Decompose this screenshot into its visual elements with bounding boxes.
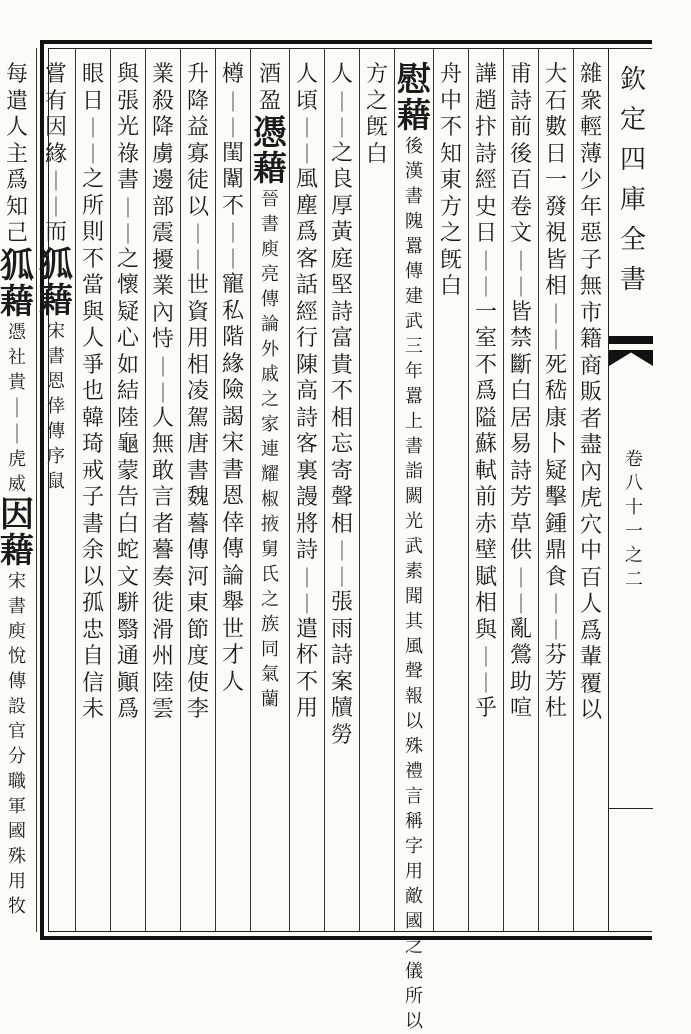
banner-title-char: 定	[619, 105, 646, 135]
body-text: ｜ ｜	[476, 248, 496, 299]
body-text: ｜ ｜	[188, 222, 208, 272]
body-text: 遣 杯 不 用	[295, 616, 318, 721]
body-text: 譁 趙 抃 詩 經 史 日	[474, 62, 497, 246]
headword: 因 藉	[0, 494, 34, 571]
text-column	[324, 48, 359, 932]
body-text: 方 之 旣 白	[365, 62, 388, 167]
text-column	[180, 48, 215, 932]
body-text: ｜ ｜	[223, 89, 243, 140]
text-column	[359, 48, 394, 932]
body-text: 雜 衆 輕 薄 少 年 惡 子 無 市 籍 商 販 者 盡 內 虎 穴 中 百 人 爲 輩 覆 以	[579, 62, 602, 723]
banner-title	[617, 60, 649, 300]
body-text: ｜ ｜	[511, 248, 531, 299]
fish-tail-gap	[609, 344, 653, 350]
block-heart-banner	[608, 48, 653, 932]
body-text: 甫 詩 前 後 百 卷 文	[509, 62, 532, 246]
annotation-text: 虎 威	[8, 448, 26, 495]
body-text: ｜ ｜	[546, 301, 566, 352]
body-text: ｜ ｜	[476, 645, 496, 695]
banner-volume	[621, 448, 647, 592]
body-text: ｜ ｜	[223, 221, 243, 271]
body-text: 樽	[221, 62, 244, 87]
body-text: 舟 中 不 知 東 方 之 旣 白	[439, 62, 462, 299]
fish-tail-mark	[609, 336, 653, 366]
body-text: 眼 日	[81, 62, 104, 114]
body-text: 之 良 厚 黃 庭 堅 詩 富 貴 不 相 忘 寄 聲 相	[330, 140, 353, 537]
text-column	[394, 48, 433, 1032]
banner-title-char: 欽	[619, 65, 646, 95]
body-text: 酒 盈	[258, 62, 281, 114]
body-text: ｜ ｜	[332, 89, 352, 140]
banner-volume-char: 八	[625, 473, 643, 494]
banner-divider	[609, 808, 653, 809]
headword: 慰 藉	[397, 60, 431, 136]
body-text: 與 張 光 祿 書	[116, 62, 139, 193]
annotation-text: 憑 社 貴	[8, 321, 26, 393]
body-text: 寵 私 階 緣 險 謁 宋 書 恩 倖 傳 論 舉 世 才 人	[221, 272, 244, 695]
text-column	[433, 48, 468, 932]
body-text: 閨 闈 不	[221, 140, 244, 219]
headword: 狐 藉	[39, 244, 73, 321]
banner-title-char: 書	[619, 265, 646, 295]
body-text: ｜ ｜	[46, 169, 66, 219]
body-text: ｜ ｜	[83, 116, 103, 166]
text-column	[250, 48, 289, 932]
body-text: ｜ ｜	[7, 395, 27, 446]
body-text: ｜ ｜	[118, 195, 138, 246]
text-column	[503, 48, 538, 932]
text-column	[36, 48, 75, 932]
banner-volume-char: 一	[625, 521, 643, 542]
headword: 狐 藉	[0, 245, 34, 322]
body-text: 之 懷 疑 心 如 結 陸 龜 蒙 告 白 蛇 文 駢 翳 通 顚 爲	[116, 246, 139, 722]
body-text: 亂 鶯 助 喧	[509, 616, 532, 721]
text-column	[215, 48, 250, 932]
body-text: 人 頃	[295, 62, 318, 114]
body-text: 世 資 用 相 凌 駕 唐 書 魏 謩 傳 河 東 節 度 使 李	[186, 273, 209, 722]
body-text: ｜ ｜	[153, 354, 173, 405]
body-text: 而	[44, 220, 67, 245]
body-text: 人	[330, 62, 353, 87]
headword: 憑 藉	[253, 113, 287, 189]
text-column	[538, 48, 573, 932]
annotation-text: 宋 書 恩 倖 傳 序 鼠	[47, 320, 65, 492]
annotation-text: 晉 書 庾 亮 傳 論 外 戚 之 家 連 耀 椒 掖 舅 氏 之 族 同 氣 蘭	[261, 189, 279, 710]
body-text: ｜ ｜	[297, 565, 317, 616]
body-text: 一 室 不 爲 隘 蘇 軾 前 赤 壁 賦 相 與	[474, 299, 497, 643]
body-text: 大 石 數 日 一 發 視 皆 相	[544, 62, 567, 299]
annotation-text: 後 漢 書 隗 囂 傳 建 武 三 年 囂 上 書 詣 闕 光 武 素 聞 其 風 聲 報 以 殊 禮 言 稱 字 用 敵 國 之 儀 所 以	[405, 136, 423, 1032]
body-text: ｜ ｜	[297, 116, 317, 166]
body-text: 張 雨 詩 案 牘 勞	[330, 590, 353, 748]
body-text: ｜ ｜	[511, 565, 531, 616]
banner-volume-char: 之	[625, 545, 643, 566]
text-columns	[0, 48, 608, 1032]
banner-title-char: 四	[619, 145, 646, 175]
text-column	[110, 48, 145, 932]
text-column	[0, 48, 36, 932]
body-text: 每 遣 人 主 爲 知 己	[5, 62, 28, 246]
body-text: 乎	[474, 696, 497, 721]
body-text: 芬 芳 杜	[544, 643, 567, 721]
text-column	[468, 48, 503, 932]
body-text: 風 塵 爲 客 話 經 行 陳 高 詩 客 裏 謾 將 詩	[295, 167, 318, 563]
banner-volume-char: 二	[625, 569, 643, 590]
annotation-text: 宋 書 庾 悅 傳 設 官 分 職 軍 國 殊 用 牧	[8, 570, 26, 917]
body-text: 死 嵇 康 卜 疑 擊 鍾 鼎 食	[544, 352, 567, 590]
body-text: 皆 禁 斷 白 居 易 詩 芳 草 供	[509, 299, 532, 563]
text-column	[75, 48, 110, 932]
text-column	[573, 48, 608, 932]
body-text: ｜ ｜	[332, 539, 352, 589]
body-text: 之 所 則 不 當 與 人 爭 也 韓 琦 戒 子 書 余 以 孤 忠 自 信 未	[81, 167, 104, 722]
text-column	[145, 48, 180, 932]
body-text: 業 殺 降 虜 邊 部 震 擾 業 內 恃	[151, 62, 174, 352]
banner-title-char: 庫	[619, 185, 646, 215]
body-text: 人 無 敢 言 者 謩 奏 徙 滑 州 陸 雲	[151, 405, 174, 722]
body-text: 嘗 有 因 緣	[44, 62, 67, 167]
banner-title-char: 全	[619, 225, 646, 255]
text-column	[289, 48, 324, 932]
body-text: 升 降 益 寡 徒 以	[186, 62, 209, 220]
body-text: ｜ ｜	[546, 592, 566, 642]
banner-volume-char: 十	[625, 497, 643, 518]
banner-volume-char: 卷	[625, 449, 643, 470]
